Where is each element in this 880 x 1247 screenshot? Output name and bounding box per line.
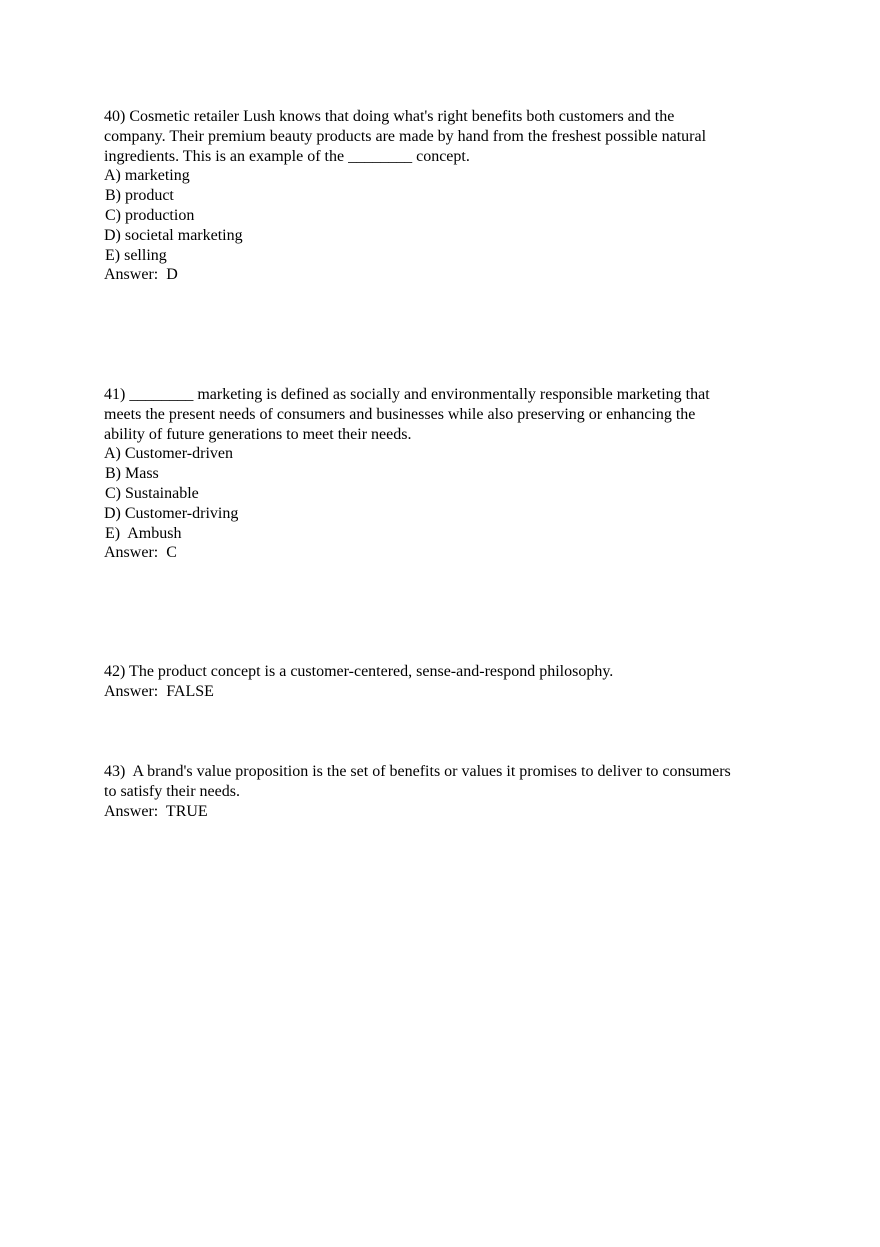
answer-option-b: B) Mass xyxy=(105,465,159,483)
answer-option-a: A) Customer-driven xyxy=(104,445,233,463)
answer-option-e: E) Ambush xyxy=(105,524,182,542)
question-stem-line: ability of future generations to meet their needs. xyxy=(104,425,412,443)
answer-key: Answer: C xyxy=(104,544,177,562)
answer-key: Answer: FALSE xyxy=(104,682,214,700)
answer-option-d: D) Customer-driving xyxy=(104,504,239,522)
question-40 xyxy=(104,107,804,285)
question-stem-line: to satisfy their needs. xyxy=(104,782,240,800)
question-stem-line: 41) ________ marketing is defined as socially and environmentally responsible marketing that xyxy=(104,386,710,403)
question-stem-line: meets the present needs of consumers and businesses while also preserving or enhancing the xyxy=(104,405,696,423)
answer-option-c: C) Sustainable xyxy=(105,484,199,502)
answer-option-d: D) societal marketing xyxy=(104,226,243,244)
question-stem-line: ingredients. This is an example of the ________ concept. xyxy=(104,147,470,165)
answer-option-e: E) selling xyxy=(105,246,167,264)
answer-option-b: B) product xyxy=(105,187,174,205)
question-stem-line: company. Their premium beauty products are made by hand from the freshest possible natural xyxy=(104,127,707,145)
question-stem-line: 40) Cosmetic retailer Lush knows that doing what's right benefits both customers and the xyxy=(104,108,675,125)
question-stem-line: 42) The product concept is a customer-centered, sense-and-respond philosophy. xyxy=(104,663,614,680)
answer-option-c: C) production xyxy=(105,206,195,224)
question-41 xyxy=(104,385,804,563)
answer-option-a: A) marketing xyxy=(104,167,190,185)
answer-key: Answer: D xyxy=(104,266,178,284)
question-43 xyxy=(104,762,804,821)
answer-key: Answer: TRUE xyxy=(104,802,208,820)
question-stem-line: 43) A brand's value proposition is the set of benefits or values it promises to deliver to consumers xyxy=(104,763,731,780)
question-42 xyxy=(104,662,804,702)
